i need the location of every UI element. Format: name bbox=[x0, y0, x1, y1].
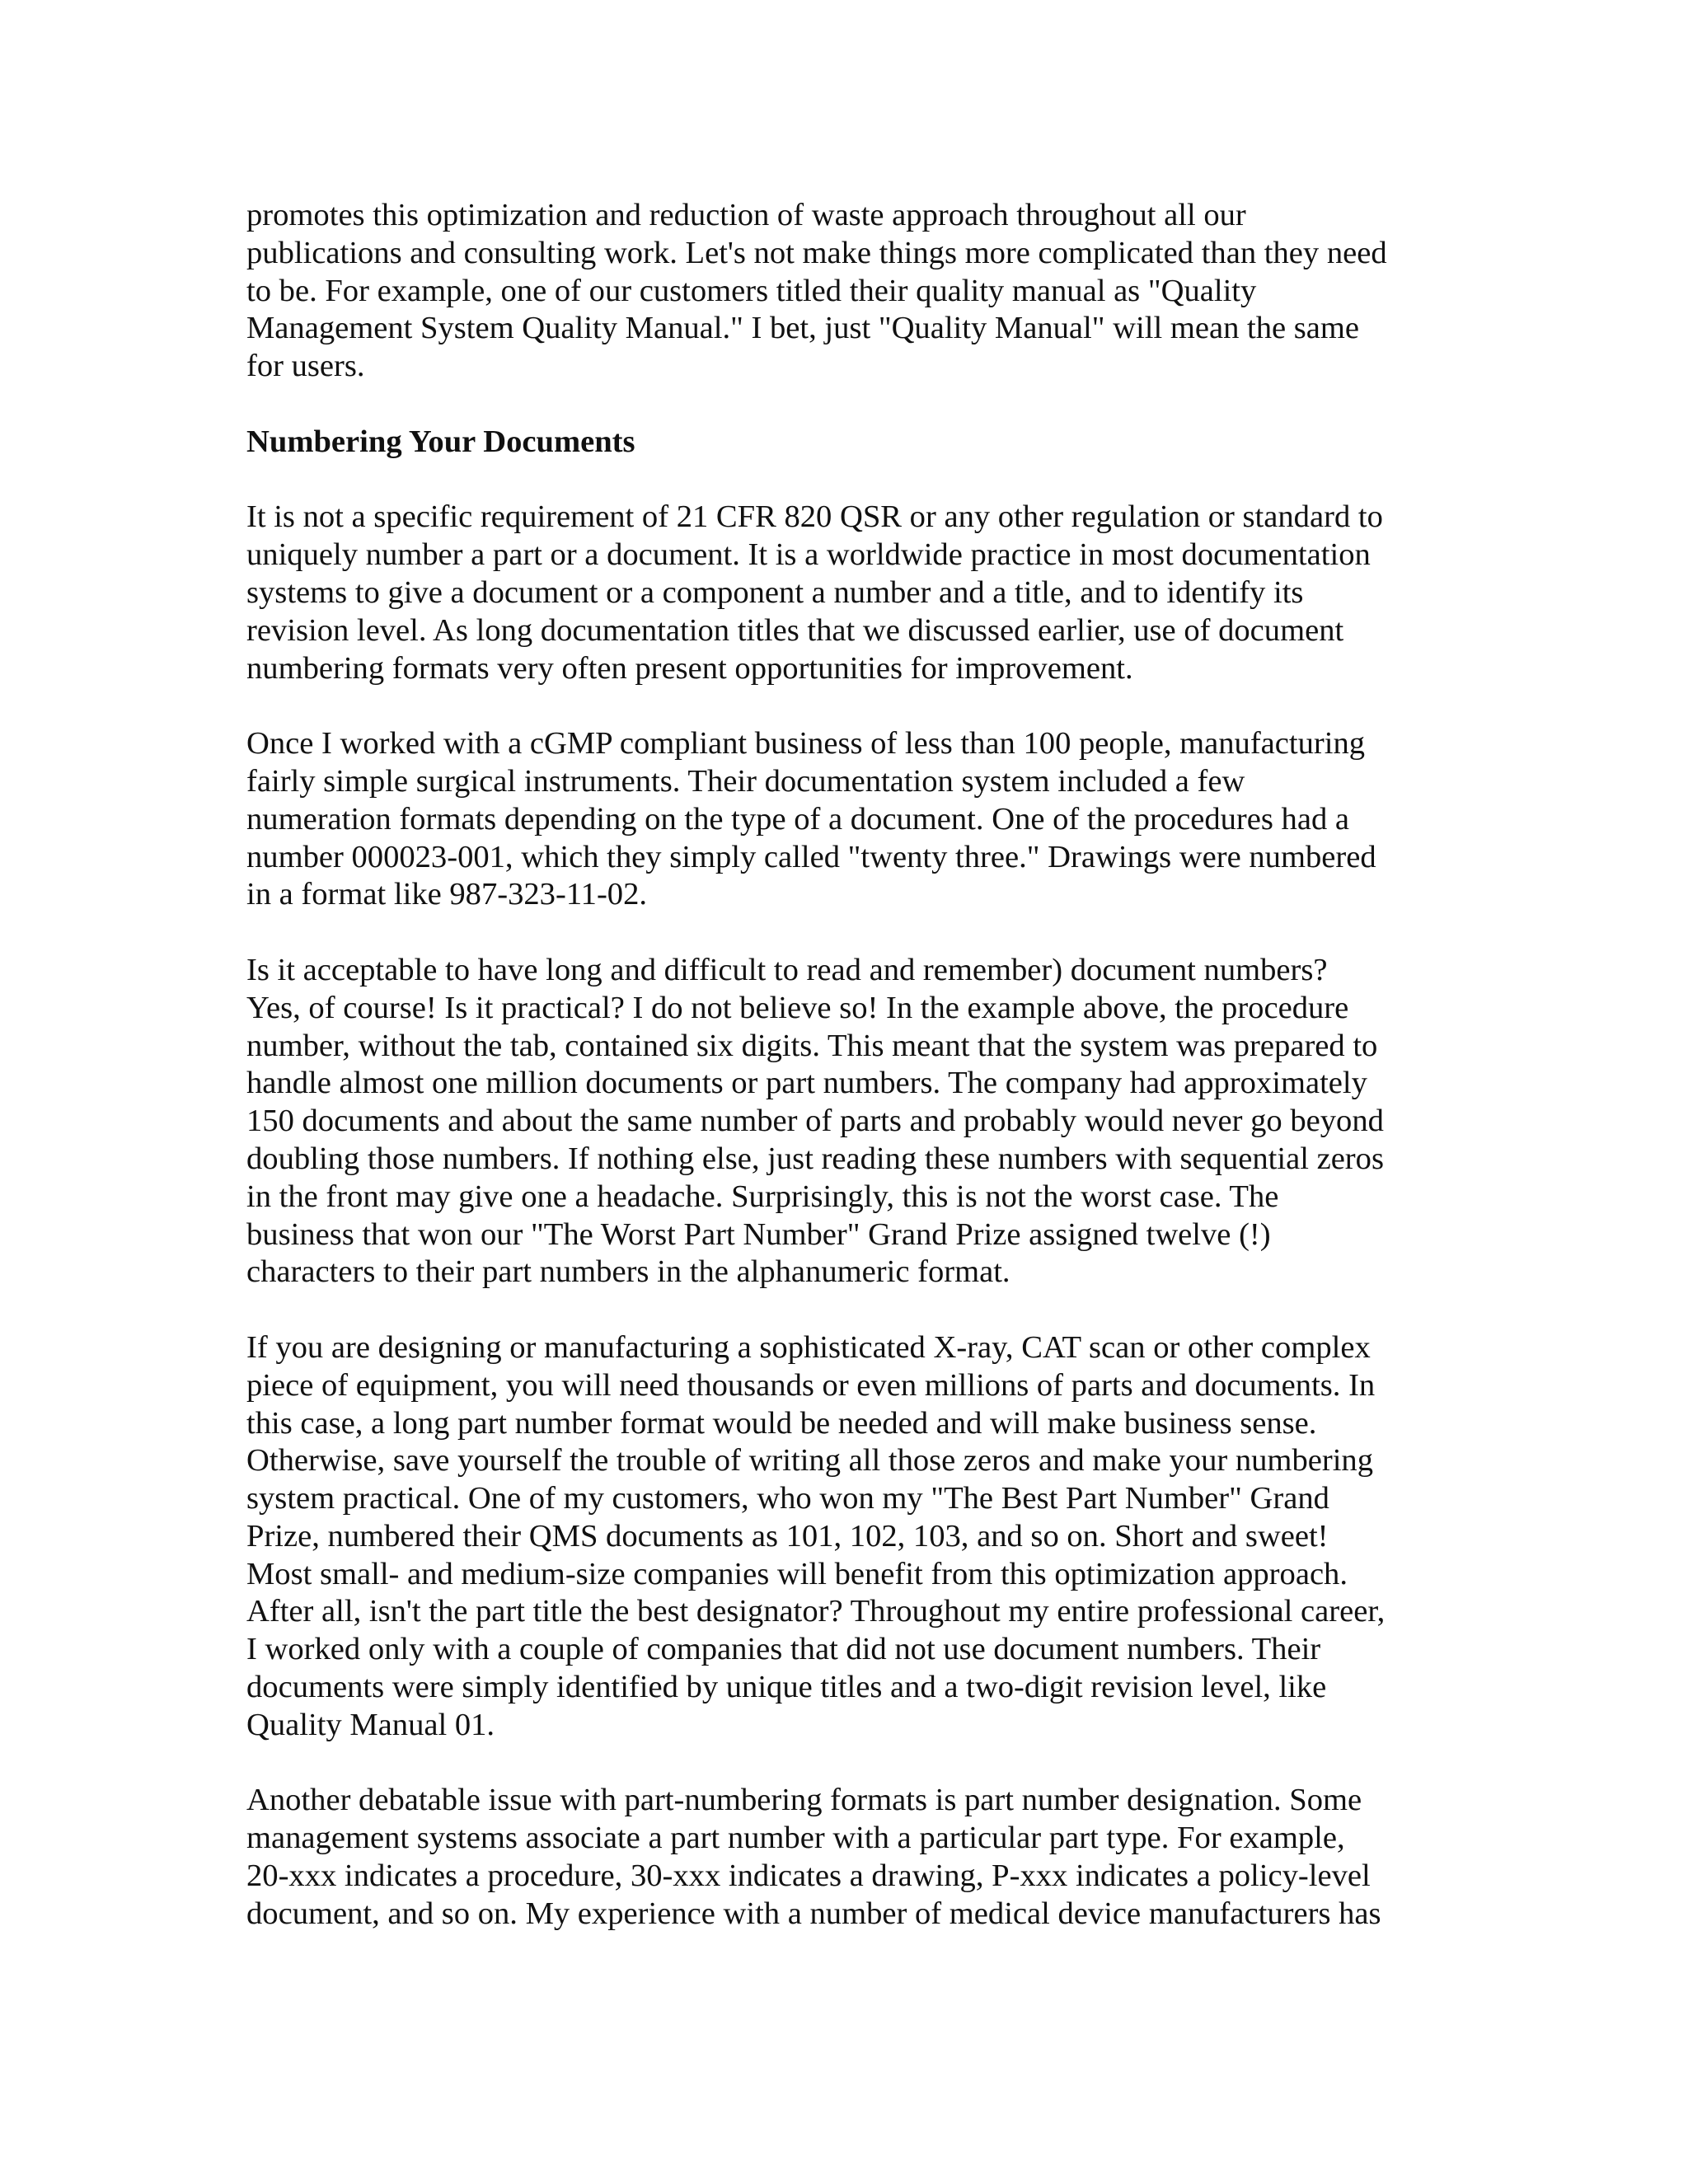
text-line: Prize, numbered their QMS documents as 101, 102, 103, and so on. Short and sweet! bbox=[246, 1518, 1329, 1554]
text-line: After all, isn't the part title the best designator? Throughout my entire professional career, bbox=[246, 1594, 1386, 1629]
text-line: Another debatable issue with part-numbering formats is part number designation. Some bbox=[246, 1783, 1362, 1818]
text-line: It is not a specific requirement of 21 CFR 820 QSR or any other regulation or standard to bbox=[246, 499, 1383, 535]
text-line: Yes, of course! Is it practical? I do not believe so! In the example above, the procedure bbox=[246, 990, 1349, 1025]
paragraph-complex-equipment bbox=[246, 1329, 1433, 1745]
text-line: business that won our "The Worst Part Number" Grand Prize assigned twelve (!) bbox=[246, 1216, 1271, 1252]
text-line: documents were simply identified by unique titles and a two-digit revision level, like bbox=[246, 1670, 1327, 1705]
text-line: numbering formats very often present opportunities for improvement. bbox=[246, 650, 1133, 686]
text-line: in the front may give one a headache. Surprisingly, this is not the worst case. The bbox=[246, 1179, 1279, 1214]
text-line: Most small- and medium-size companies will benefit from this optimization approach. bbox=[246, 1556, 1348, 1591]
text-line: Is it acceptable to have long and difficult to read and remember) document numbers? bbox=[246, 952, 1328, 987]
text-line: Once I worked with a cGMP compliant business of less than 100 people, manufacturing bbox=[246, 726, 1366, 762]
paragraph-gap bbox=[246, 386, 1433, 424]
text-line: number, without the tab, contained six digits. This meant that the system was prepared to bbox=[246, 1028, 1378, 1063]
text-line: numeration formats depending on the type of a document. One of the procedures had a bbox=[246, 801, 1350, 837]
text-line: fairly simple surgical instruments. Their documentation system included a few bbox=[246, 763, 1245, 799]
heading-numbering-your-documents: Numbering Your Documents bbox=[246, 424, 635, 459]
paragraph-gap bbox=[246, 1745, 1433, 1783]
text-line: in a format like 987-323-11-02. bbox=[246, 877, 648, 912]
text-line: promotes this optimization and reduction of waste approach throughout all our bbox=[246, 198, 1246, 232]
text-line: 150 documents and about the same number of parts and probably would never go beyond bbox=[246, 1104, 1384, 1139]
text-line: 20-xxx indicates a procedure, 30-xxx indicates a drawing, P-xxx indicates a policy-level bbox=[246, 1858, 1371, 1894]
paragraph-gap bbox=[246, 687, 1433, 725]
paragraph-gap bbox=[246, 914, 1433, 952]
text-line: to be. For example, one of our customers titled their quality manual as "Quality bbox=[246, 273, 1257, 308]
document-body bbox=[246, 197, 1433, 1933]
text-line: piece of equipment, you will need thousands or even millions of parts and documents. In bbox=[246, 1367, 1376, 1403]
text-line: management systems associate a part number with a particular part type. For example, bbox=[246, 1821, 1345, 1856]
text-line: document, and so on. My experience with a number of medical device manufacturers has bbox=[246, 1896, 1381, 1931]
text-line: Otherwise, save yourself the trouble of writing all those zeros and make your numbering bbox=[246, 1443, 1373, 1479]
paragraph-long-numbers bbox=[246, 952, 1433, 1291]
text-line: uniquely number a part or a document. It is a worldwide practice in most documentation bbox=[246, 537, 1371, 573]
text-line: this case, a long part number format would be needed and will make business sense. bbox=[246, 1405, 1317, 1441]
text-line: system practical. One of my customers, who won my "The Best Part Number" Grand bbox=[246, 1481, 1329, 1516]
paragraph-gap bbox=[246, 462, 1433, 499]
text-line: Management System Quality Manual." I bet, just "Quality Manual" will mean the same bbox=[246, 311, 1360, 346]
paragraph-cgmp-example bbox=[246, 725, 1433, 914]
text-line: I worked only with a couple of companies that did not use document numbers. Their bbox=[246, 1632, 1321, 1667]
section-heading bbox=[246, 424, 1433, 462]
paragraph-gap bbox=[246, 1291, 1433, 1329]
paragraph-designation bbox=[246, 1782, 1433, 1933]
text-line: revision level. As long documentation titles that we discussed earlier, use of document bbox=[246, 612, 1344, 648]
text-line: for users. bbox=[246, 349, 365, 384]
text-line: If you are designing or manufacturing a sophisticated X-ray, CAT scan or other complex bbox=[246, 1329, 1371, 1365]
text-line: Quality Manual 01. bbox=[246, 1707, 495, 1742]
paragraph-requirement bbox=[246, 499, 1433, 687]
text-line: publications and consulting work. Let's not make things more complicated than they need bbox=[246, 235, 1387, 270]
text-line: systems to give a document or a component a number and a title, and to identify its bbox=[246, 574, 1304, 610]
text-line: doubling those numbers. If nothing else, just reading these numbers with sequential zeros bbox=[246, 1141, 1384, 1176]
text-line: characters to their part numbers in the alphanumeric format. bbox=[246, 1254, 1010, 1290]
paragraph-intro bbox=[246, 197, 1433, 386]
text-line: number 000023-001, which they simply called "twenty three." Drawings were numbered bbox=[246, 839, 1376, 874]
text-line: handle almost one million documents or part numbers. The company had approximately bbox=[246, 1066, 1367, 1101]
